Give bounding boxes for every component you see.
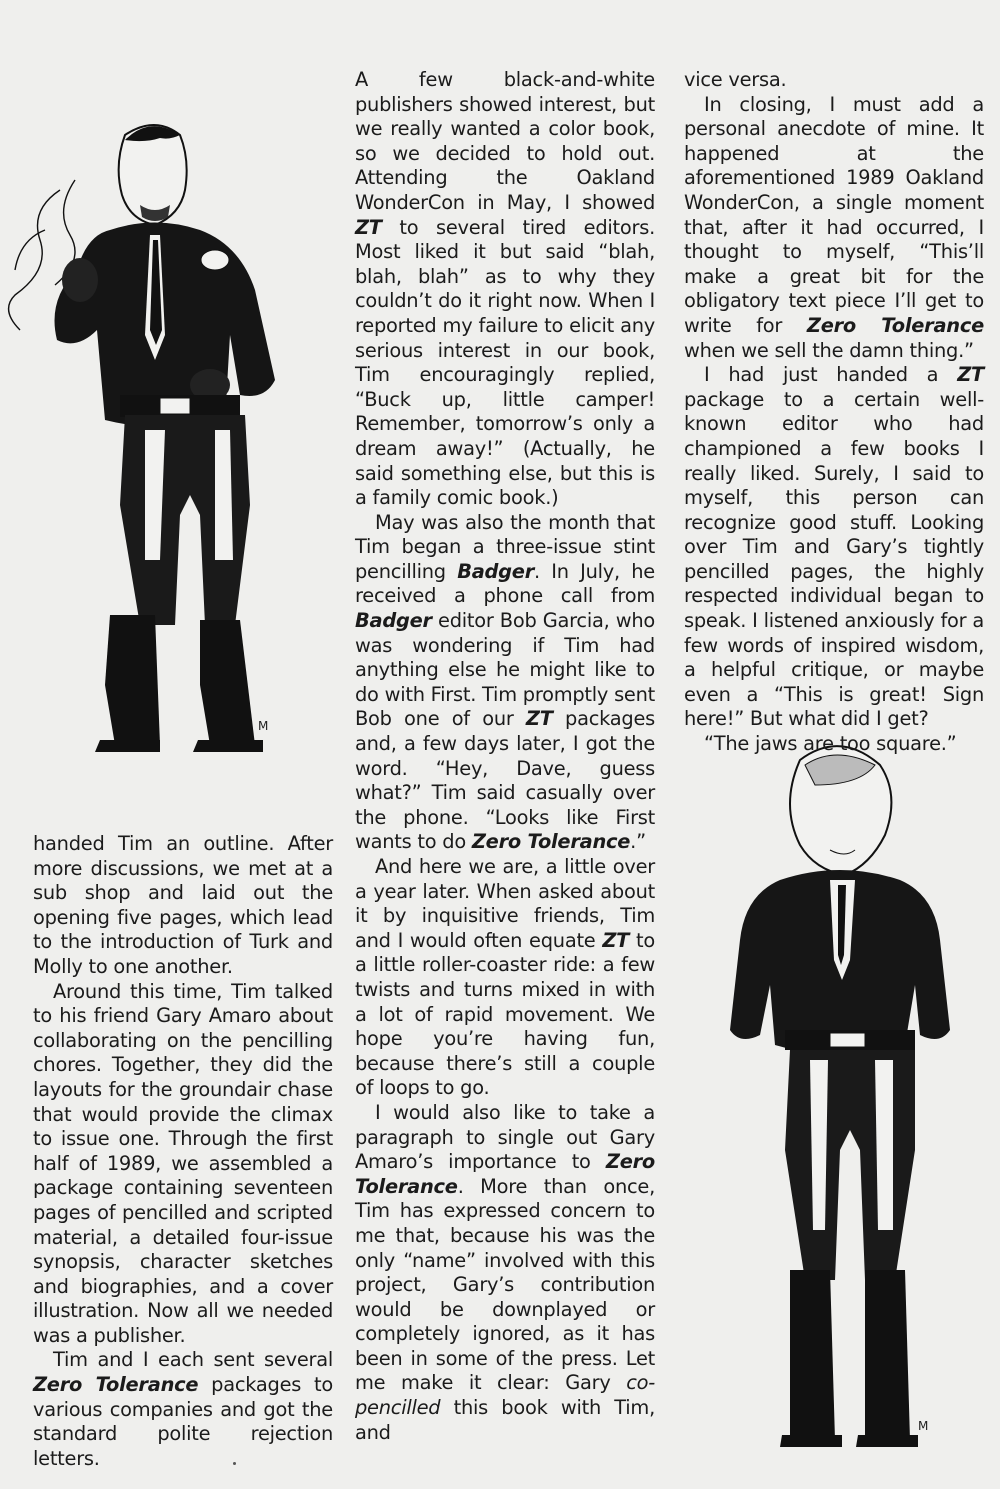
paragraph: May was also the month that Tim began a three-issue stint pencilling Badger. In July, he received a phone call from Badger editor Bob Garcia, who was wondering if Tim had anything else he might like to do with First. Tim promptly sent Bob one of our ZT packages and, a few days later, I got the word. “Hey, Dave, guess what?” Tim said casually over the phone. “Looks like First wants to do Zero Tolerance.” xyxy=(355,510,655,854)
paragraph: handed Tim an outline. After more discussions, we met at a sub shop and laid out the opening five pages, which lead to the introduction of Turk and Molly to one another. xyxy=(33,832,333,978)
paragraph: A few black-and-white publishers showed interest, but we really wanted a color book, so we decided to hold out. Attending the Oakland WonderCon in May, I showed ZT to several tired editors. Most liked it but said “blah, blah, blah” as to why they couldn’t do it right now. When I reported my failure to elicit any serious interest in our book, Tim encouragingly replied, “Buck up, little camper! Remember, tomorrow’s only a dream away!” (Actually, he said something else, but this is a family comic book.) xyxy=(355,68,655,510)
paragraph: Tim and I each sent several Zero Tolerance packages to various companies and got the standard polite rejection letters. xyxy=(33,1348,333,1470)
paragraph: And here we are, a little over a year later. When asked about it by inquisitive friends, Tim and I would often equate ZT to a little roller-coaster ride: a few twists and turns mixed in with a lot of rapid movement. We hope you’re having fun, because there’s still a couple of loops to go. xyxy=(355,855,655,1100)
print-speck xyxy=(233,1462,236,1465)
svg-text:M: M xyxy=(258,719,269,733)
paragraph: Around this time, Tim talked to his friend Gary Amaro about collaborating on the pencilling chores. Together, they did the layouts for the groundair chase that would provide the climax to issue one. Through the first half of 1989, we assembled a package containing seventeen pages of pencilled and scripted material, a detailed four-issue synopsis, character sketches and biographies, and a cover illustration. Now all we needed was a publisher. xyxy=(33,979,333,1347)
molly-illustration xyxy=(690,740,990,1480)
svg-text:M: M xyxy=(918,1419,929,1433)
paragraph: I would also like to take a paragraph to single out Gary Amaro’s importance to Zero Tolerance. More than once, Tim has expressed concern to me that, because his was the only “name” involved with this project, Gary’s contribution would be downplayed or completely ignored, as it has been in some of the press. Let me make it clear: Gary co-pencilled this book with Tim, and xyxy=(355,1100,655,1444)
text-column-2 xyxy=(355,68,655,1445)
turk-illustration xyxy=(0,110,300,770)
paragraph: I had just handed a ZT package to a certain well-known editor who had championed a few books I really liked. Surely, I said to myself, this person can recognize good stuff. Looking over Tim and Gary’s tightly pencilled pages, the highly respected individual began to speak. I listened anxiously for a few words of inspired wisdom, a helpful critique, or maybe even a “This is great! Sign here!” But what did I get? xyxy=(684,363,984,731)
paragraph: vice versa. xyxy=(684,68,787,91)
paragraph: In closing, I must add a personal anecdote of mine. It happened at the aforementioned 1989 Oakland WonderCon, a single moment that, after it had occurred, I thought to myself, “This’ll make a great bit for the obligatory text piece I’ll get to write for Zero Tolerance when we sell the damn thing.” xyxy=(684,92,984,362)
text-column-3 xyxy=(684,68,984,757)
text-column-1 xyxy=(33,832,333,1471)
paragraph: “The jaws are too square.” xyxy=(704,732,957,756)
